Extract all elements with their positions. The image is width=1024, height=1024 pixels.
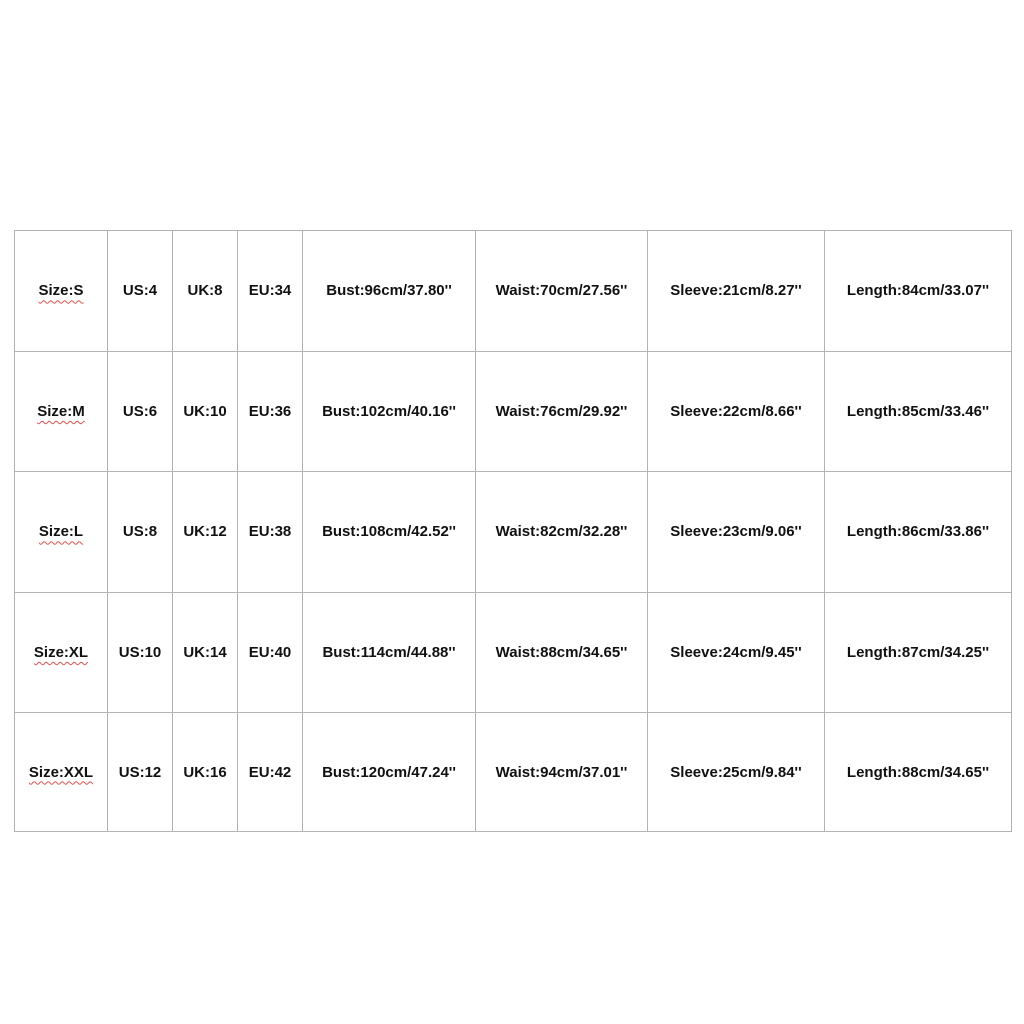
size-label: Size:XXL [28,763,94,781]
us-size-cell: US:6 [108,351,173,472]
us-size-cell: US:10 [108,592,173,713]
size-chart-table [14,230,1012,832]
bust-cell: Bust:108cm/42.52'' [303,472,476,593]
uk-size-cell: UK:16 [173,713,238,832]
length-cell: Length:85cm/33.46'' [825,351,1012,472]
size-cell [15,713,108,832]
table-row [15,713,1012,832]
size-label: Size:M [37,402,85,420]
bust-cell: Bust:96cm/37.80'' [303,231,476,352]
sleeve-cell: Sleeve:21cm/8.27'' [648,231,825,352]
table-row [15,231,1012,352]
waist-cell: Waist:70cm/27.56'' [476,231,648,352]
eu-size-cell: EU:36 [238,351,303,472]
bust-cell: Bust:114cm/44.88'' [303,592,476,713]
eu-size-cell: EU:40 [238,592,303,713]
bust-cell: Bust:102cm/40.16'' [303,351,476,472]
size-label: Size:XL [33,644,89,662]
uk-size-cell: UK:10 [173,351,238,472]
sleeve-cell: Sleeve:24cm/9.45'' [648,592,825,713]
bust-cell: Bust:120cm/47.24'' [303,713,476,832]
length-cell: Length:84cm/33.07'' [825,231,1012,352]
us-size-cell: US:12 [108,713,173,832]
table-row [15,592,1012,713]
length-cell: Length:88cm/34.65'' [825,713,1012,832]
sleeve-cell: Sleeve:25cm/9.84'' [648,713,825,832]
size-cell [15,351,108,472]
size-label: Size:L [38,523,84,541]
us-size-cell: US:8 [108,472,173,593]
size-label: Size:S [38,282,84,300]
sleeve-cell: Sleeve:23cm/9.06'' [648,472,825,593]
waist-cell: Waist:76cm/29.92'' [476,351,648,472]
eu-size-cell: EU:34 [238,231,303,352]
size-cell [15,472,108,593]
length-cell: Length:87cm/34.25'' [825,592,1012,713]
uk-size-cell: UK:14 [173,592,238,713]
waist-cell: Waist:88cm/34.65'' [476,592,648,713]
table-row [15,351,1012,472]
table-row [15,472,1012,593]
uk-size-cell: UK:8 [173,231,238,352]
size-cell [15,592,108,713]
waist-cell: Waist:94cm/37.01'' [476,713,648,832]
eu-size-cell: EU:38 [238,472,303,593]
size-cell [15,231,108,352]
uk-size-cell: UK:12 [173,472,238,593]
sleeve-cell: Sleeve:22cm/8.66'' [648,351,825,472]
length-cell: Length:86cm/33.86'' [825,472,1012,593]
eu-size-cell: EU:42 [238,713,303,832]
us-size-cell: US:4 [108,231,173,352]
waist-cell: Waist:82cm/32.28'' [476,472,648,593]
